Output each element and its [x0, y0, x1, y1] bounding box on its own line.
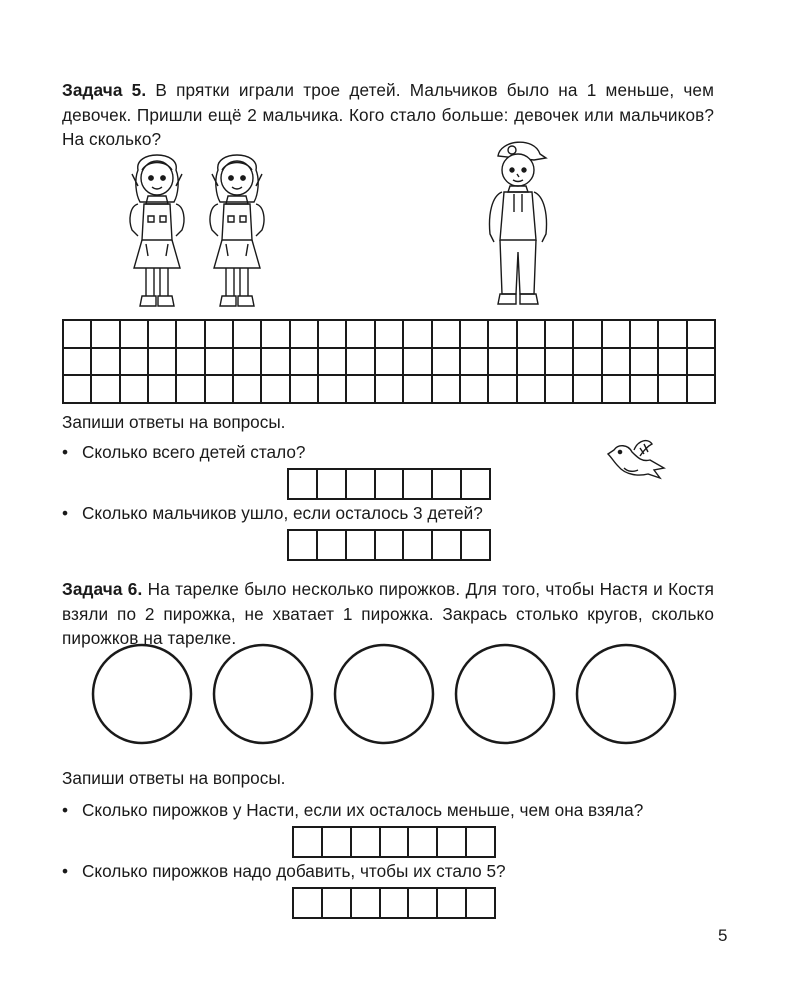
grid-cell[interactable]: [319, 376, 347, 404]
grid-cell[interactable]: [688, 321, 716, 349]
answer-cell[interactable]: [462, 470, 491, 500]
grid-cell[interactable]: [489, 376, 517, 404]
task6-question-1: [62, 799, 643, 821]
answer-cell[interactable]: [289, 531, 318, 561]
bullet: •: [62, 861, 69, 881]
answer-cell[interactable]: [467, 828, 496, 858]
circle-3[interactable]: [335, 645, 433, 743]
answer-cell[interactable]: [381, 828, 410, 858]
grid-cell[interactable]: [376, 321, 404, 349]
grid-cell[interactable]: [206, 349, 234, 377]
grid-cell[interactable]: [319, 349, 347, 377]
grid-cell[interactable]: [518, 349, 546, 377]
answer-cell[interactable]: [347, 470, 376, 500]
grid-cell[interactable]: [461, 321, 489, 349]
answer-cell[interactable]: [409, 889, 438, 919]
answer-grid-4[interactable]: [292, 887, 496, 919]
page-number: 5: [718, 926, 728, 945]
grid-cell[interactable]: [234, 376, 262, 404]
answer-cell[interactable]: [352, 889, 381, 919]
grid-cell[interactable]: [546, 376, 574, 404]
grid-cell[interactable]: [433, 321, 461, 349]
grid-cell[interactable]: [64, 321, 92, 349]
grid-cell[interactable]: [347, 349, 375, 377]
answer-cell[interactable]: [318, 470, 347, 500]
task6-title: Задача 6.: [62, 579, 143, 599]
grid-cell[interactable]: [376, 376, 404, 404]
task5-question-2: [62, 502, 483, 524]
answer-cell[interactable]: [438, 828, 467, 858]
task6-text: На тарелке было несколько пирожков. Для того, чтобы Настя и Костя взяли по 2 пирожка, не хватает 1 пирожка. Закрась столько кругов, сколько пирожков на тарелке.: [62, 579, 714, 648]
girl-illustration-1: [124, 140, 190, 310]
task5-text: В прятки играли трое детей. Мальчиков было на 1 меньше, чем девочек. Пришли ещё 2 мальчика. Кого стало больше: девочек или мальчиков? На сколько?: [62, 80, 714, 149]
answer-cell[interactable]: [294, 828, 323, 858]
answer-grid-2[interactable]: [287, 529, 491, 561]
answer-cell[interactable]: [289, 470, 318, 500]
grid-cell[interactable]: [376, 349, 404, 377]
grid-cell[interactable]: [177, 349, 205, 377]
bullet: •: [62, 503, 69, 523]
answer-cell[interactable]: [323, 828, 352, 858]
grid-cell[interactable]: [121, 376, 149, 404]
answer-cell[interactable]: [433, 531, 462, 561]
grid-cell[interactable]: [603, 376, 631, 404]
grid-cell[interactable]: [659, 376, 687, 404]
answer-cell[interactable]: [409, 828, 438, 858]
girl-illustration-2: [204, 140, 270, 310]
bullet: •: [62, 800, 69, 820]
grid-cell[interactable]: [262, 349, 290, 377]
answer-cell[interactable]: [318, 531, 347, 561]
answer-grid-1[interactable]: [287, 468, 491, 500]
answer-cell[interactable]: [467, 889, 496, 919]
grid-cell[interactable]: [688, 349, 716, 377]
grid-cell[interactable]: [489, 349, 517, 377]
grid-cell[interactable]: [149, 321, 177, 349]
grid-cell[interactable]: [659, 321, 687, 349]
grid-cell[interactable]: [603, 321, 631, 349]
question-text: Сколько всего детей стало?: [82, 442, 306, 462]
bullet: •: [62, 442, 69, 462]
grid-cell[interactable]: [518, 321, 546, 349]
circle-4[interactable]: [456, 645, 554, 743]
grid-cell[interactable]: [92, 349, 120, 377]
grid-cell[interactable]: [518, 376, 546, 404]
grid-cell[interactable]: [262, 376, 290, 404]
answer-cell[interactable]: [376, 531, 405, 561]
task5-title: Задача 5.: [62, 80, 147, 100]
grid-cell[interactable]: [92, 321, 120, 349]
answer-cell[interactable]: [438, 889, 467, 919]
grid-cell[interactable]: [631, 321, 659, 349]
grid-cell[interactable]: [404, 349, 432, 377]
drawing-grid[interactable]: [62, 319, 716, 404]
task5-question-1: [62, 441, 305, 463]
grid-cell[interactable]: [546, 321, 574, 349]
grid-cell[interactable]: [631, 376, 659, 404]
answer-cell[interactable]: [352, 828, 381, 858]
grid-cell[interactable]: [347, 376, 375, 404]
bird-illustration: [604, 438, 670, 486]
grid-cell[interactable]: [489, 321, 517, 349]
grid-cell[interactable]: [206, 376, 234, 404]
grid-cell[interactable]: [574, 321, 602, 349]
grid-cell[interactable]: [574, 376, 602, 404]
grid-cell[interactable]: [433, 349, 461, 377]
grid-cell[interactable]: [149, 349, 177, 377]
grid-cell[interactable]: [461, 376, 489, 404]
answer-cell[interactable]: [294, 889, 323, 919]
question-text: Сколько мальчиков ушло, если осталось 3 детей?: [82, 503, 483, 523]
grid-cell[interactable]: [206, 321, 234, 349]
grid-cell[interactable]: [603, 349, 631, 377]
answer-cell[interactable]: [433, 470, 462, 500]
answer-cell[interactable]: [381, 889, 410, 919]
circle-5[interactable]: [577, 645, 675, 743]
grid-cell[interactable]: [234, 349, 262, 377]
grid-cell[interactable]: [262, 321, 290, 349]
grid-cell[interactable]: [631, 349, 659, 377]
grid-cell[interactable]: [177, 376, 205, 404]
answer-grid-3[interactable]: [292, 826, 496, 858]
grid-cell[interactable]: [121, 349, 149, 377]
answer-cell[interactable]: [323, 889, 352, 919]
grid-cell[interactable]: [347, 321, 375, 349]
answer-cell[interactable]: [462, 531, 491, 561]
question-text: Сколько пирожков надо добавить, чтобы их стало 5?: [82, 861, 506, 881]
grid-cell[interactable]: [64, 376, 92, 404]
task5-instruction: Запиши ответы на вопросы.: [62, 412, 286, 432]
grid-cell[interactable]: [433, 376, 461, 404]
grid-cell[interactable]: [149, 376, 177, 404]
grid-cell[interactable]: [546, 349, 574, 377]
grid-cell[interactable]: [64, 349, 92, 377]
grid-cell[interactable]: [574, 349, 602, 377]
grid-cell[interactable]: [121, 321, 149, 349]
grid-cell[interactable]: [461, 349, 489, 377]
grid-cell[interactable]: [234, 321, 262, 349]
answer-cell[interactable]: [376, 470, 405, 500]
grid-cell[interactable]: [92, 376, 120, 404]
grid-cell[interactable]: [688, 376, 716, 404]
question-text: Сколько пирожков у Насти, если их осталось меньше, чем она взяла?: [82, 800, 644, 820]
circles-row: [0, 640, 800, 750]
boy-illustration: [484, 134, 554, 310]
grid-cell[interactable]: [291, 321, 319, 349]
circle-1[interactable]: [93, 645, 191, 743]
grid-cell[interactable]: [177, 321, 205, 349]
task6-instruction: Запиши ответы на вопросы.: [62, 768, 286, 788]
grid-cell[interactable]: [291, 349, 319, 377]
circle-2[interactable]: [214, 645, 312, 743]
grid-cell[interactable]: [404, 321, 432, 349]
grid-cell[interactable]: [291, 376, 319, 404]
grid-cell[interactable]: [404, 376, 432, 404]
grid-cell[interactable]: [319, 321, 347, 349]
task6-question-2: [62, 860, 506, 882]
answer-cell[interactable]: [404, 531, 433, 561]
grid-cell[interactable]: [659, 349, 687, 377]
answer-cell[interactable]: [347, 531, 376, 561]
answer-cell[interactable]: [404, 470, 433, 500]
